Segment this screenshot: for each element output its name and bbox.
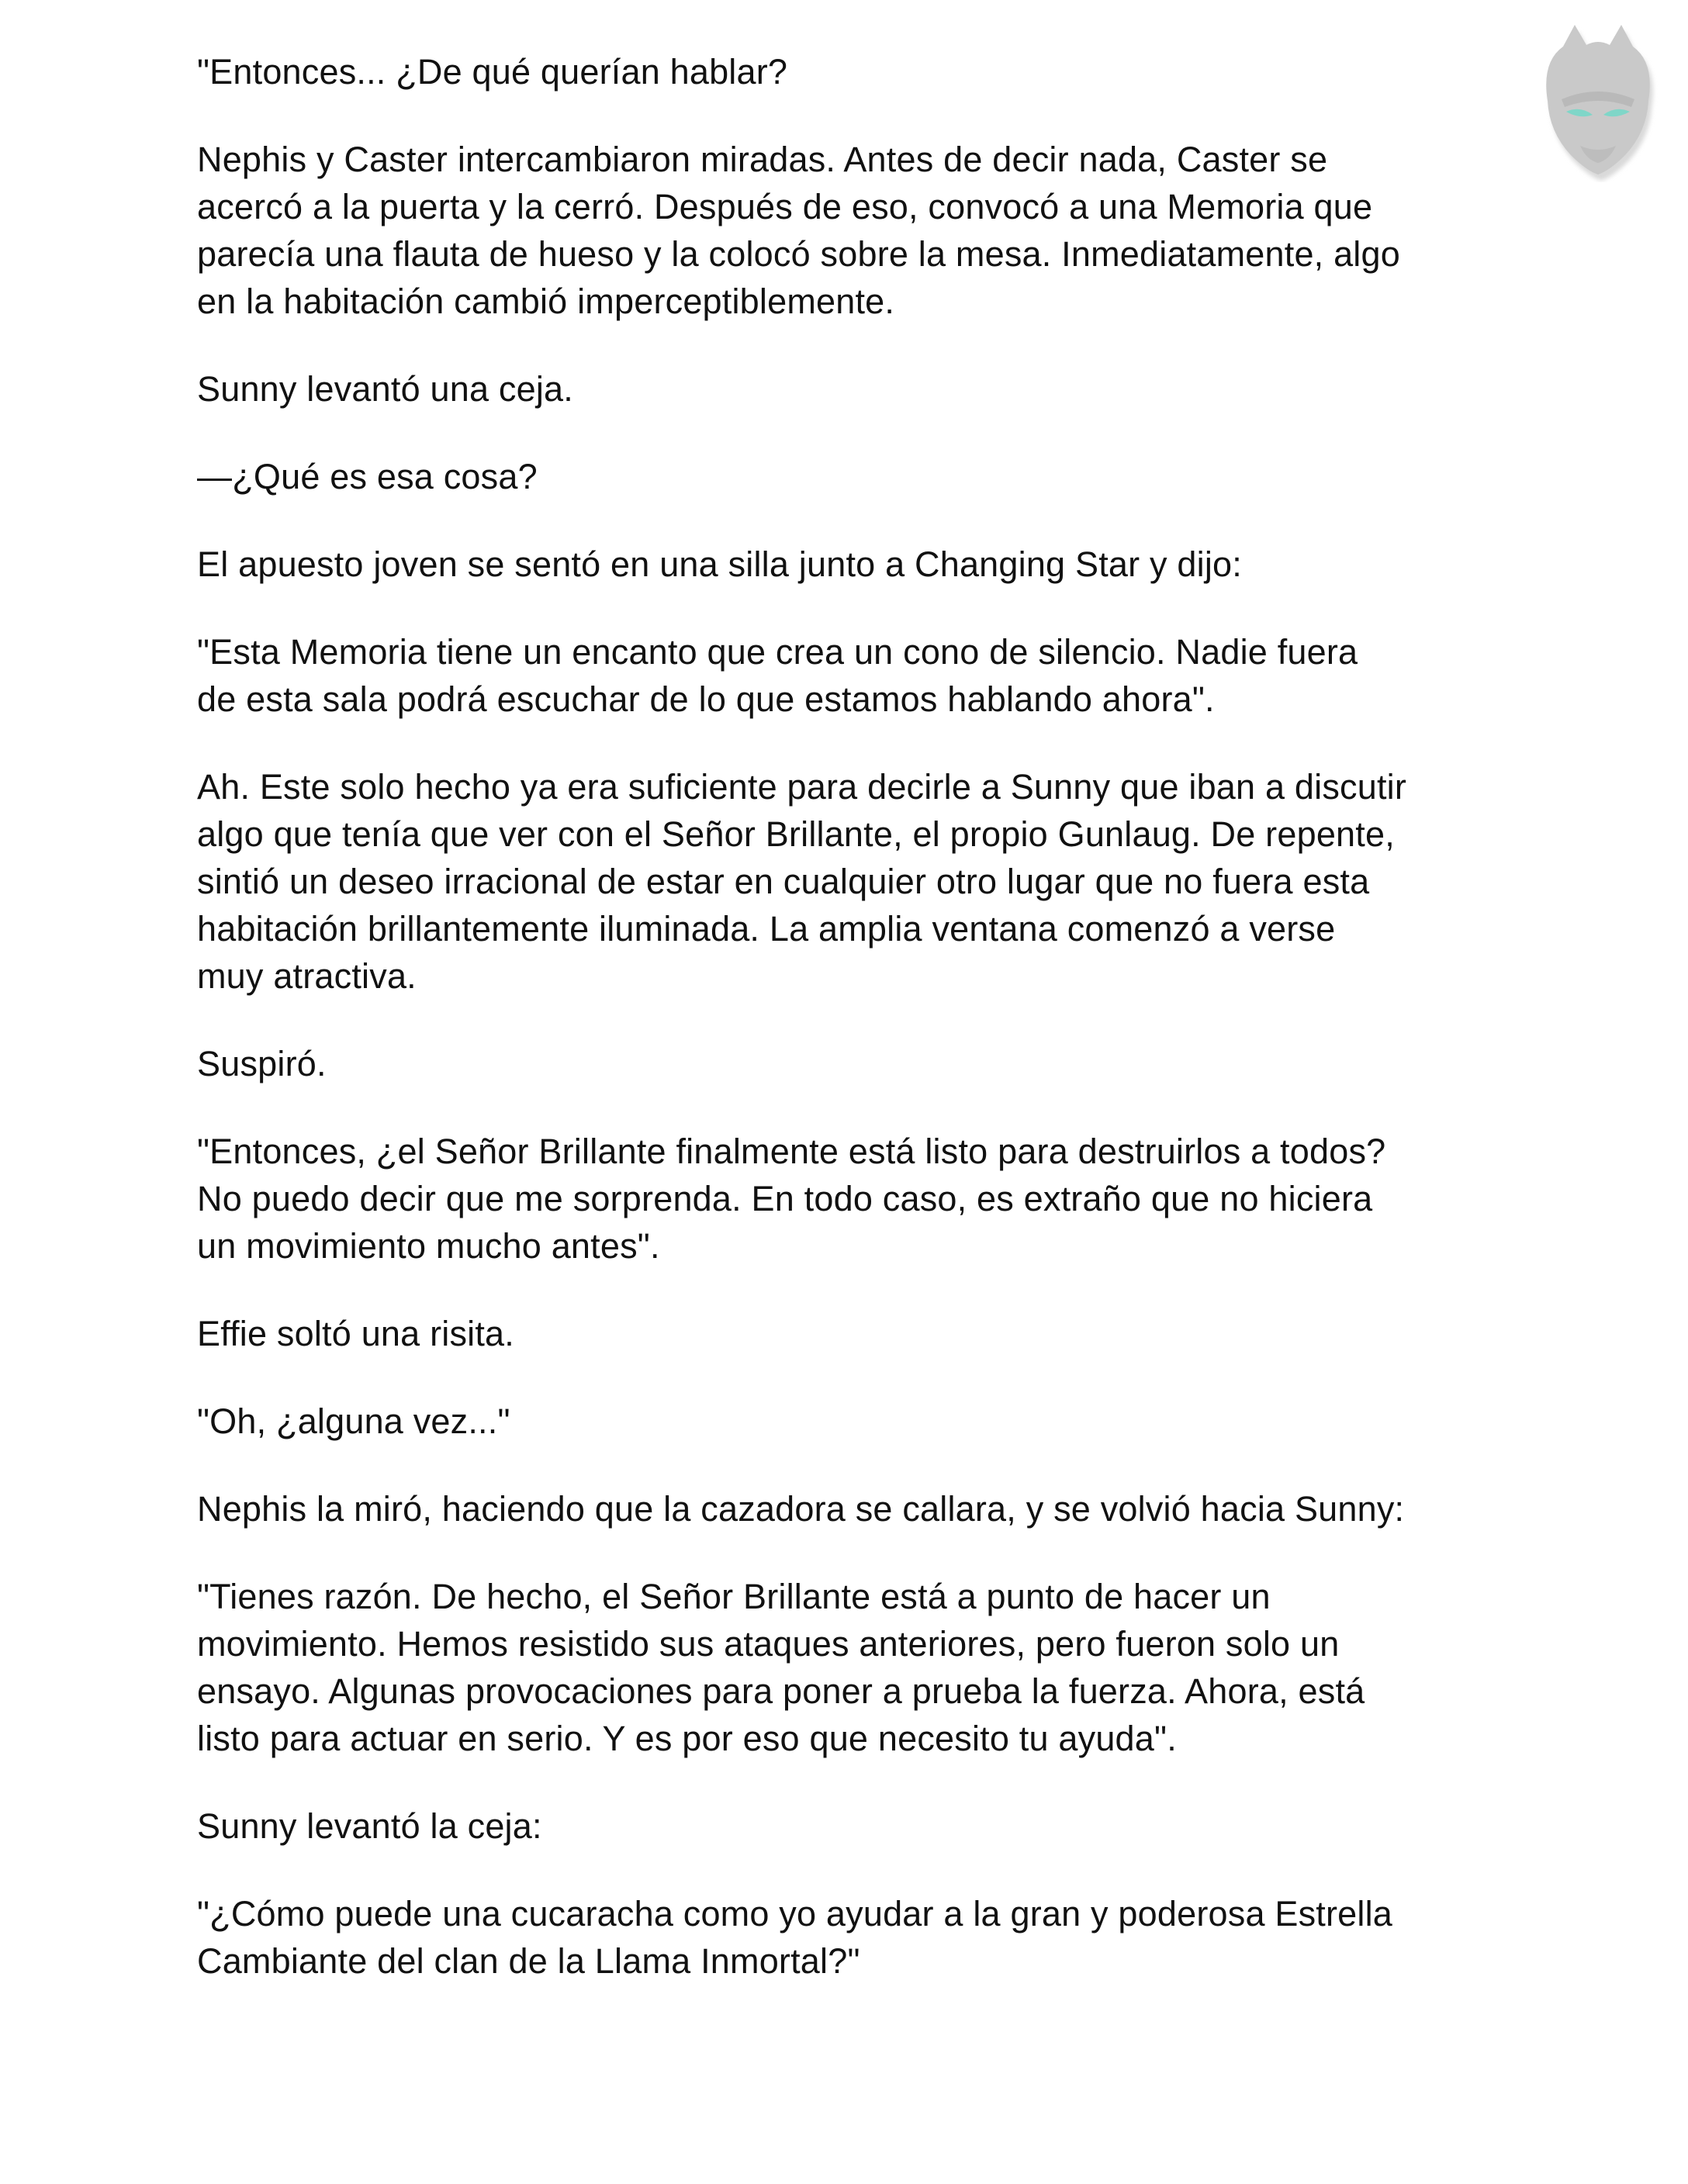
- paragraph: Effie soltó una risita.: [197, 1314, 514, 1353]
- paragraph: "Entonces... ¿De qué querían hablar?: [197, 52, 788, 92]
- paragraph: "Esta Memoria tiene un encanto que crea un cono de silencio. Nadie fuera de esta sala podrá escuchar de lo que estamos hablando ahora".: [197, 632, 1358, 719]
- paragraph: Sunny levantó la ceja:: [197, 1806, 542, 1846]
- paragraph: El apuesto joven se sentó en una silla junto a Changing Star y dijo:: [197, 544, 1242, 584]
- paragraph: "Entonces, ¿el Señor Brillante finalmente está listo para destruirlos a todos? No puedo decir que me sorprenda. En todo caso, es extraño que no hiciera un movimiento mucho antes".: [197, 1132, 1386, 1266]
- demon-head-icon: [1532, 16, 1664, 182]
- paragraph: Nephis la miró, haciendo que la cazadora se callara, y se volvió hacia Sunny:: [197, 1489, 1405, 1529]
- paragraph: "¿Cómo puede una cucaracha como yo ayudar a la gran y poderosa Estrella Cambiante del clan de la Llama Inmortal?": [197, 1894, 1393, 1981]
- paragraph: Nephis y Caster intercambiaron miradas. Antes de decir nada, Caster se acercó a la puerta y la cerró. Después de eso, convocó a una Memoria que parecía una flauta de hueso y la colocó sobre la mesa. Inmediatamente, algo en la habitación cambió imperceptiblemente.: [197, 140, 1400, 321]
- document-body: [197, 48, 1531, 2025]
- watermark-logo: [1532, 16, 1664, 182]
- paragraph: Ah. Este solo hecho ya era suficiente para decirle a Sunny que iban a discutir algo que tenía que ver con el Señor Brillante, el propio Gunlaug. De repente, sintió un deseo irracional de estar en cualquier otro lugar que no fuera esta habitación brillantemente iluminada. La amplia ventana comenzó a verse muy atractiva.: [197, 767, 1407, 996]
- paragraph: Suspiró.: [197, 1044, 327, 1083]
- paragraph: —¿Qué es esa cosa?: [197, 457, 538, 496]
- paragraph: "Tienes razón. De hecho, el Señor Brillante está a punto de hacer un movimiento. Hemos resistido sus ataques anteriores, pero fueron solo un ensayo. Algunas provocaciones para poner a prueba la fuerza. Ahora, está listo para actuar en serio. Y es por eso que necesito tu ayuda".: [197, 1577, 1365, 1758]
- paragraph: "Oh, ¿alguna vez...": [197, 1401, 510, 1441]
- paragraph: Sunny levantó una ceja.: [197, 369, 573, 409]
